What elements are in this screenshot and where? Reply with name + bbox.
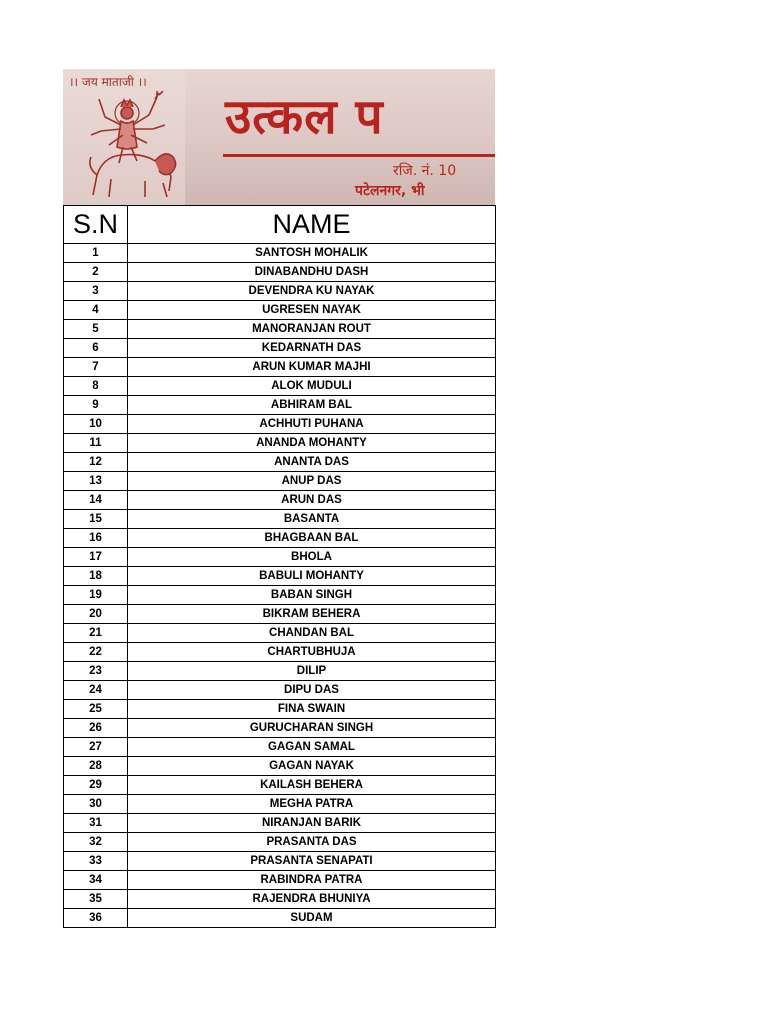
table-row [64, 700, 496, 719]
table-row [64, 434, 496, 453]
banner-left-panel [63, 69, 185, 205]
table-row [64, 681, 496, 700]
member-name-cell: NIRANJAN BARIK [128, 814, 496, 833]
member-name-cell: UGRESEN NAYAK [128, 301, 496, 320]
table-row [64, 605, 496, 624]
table-row [64, 738, 496, 757]
member-name-cell: CHANDAN BAL [128, 624, 496, 643]
table-row [64, 301, 496, 320]
member-name-cell: ANANDA MOHANTY [128, 434, 496, 453]
member-name-cell: BIKRAM BEHERA [128, 605, 496, 624]
serial-number-cell: 6 [64, 339, 128, 358]
table-row [64, 377, 496, 396]
serial-number-cell: 24 [64, 681, 128, 700]
serial-number-cell: 30 [64, 795, 128, 814]
table-row [64, 548, 496, 567]
member-name-cell: KEDARNATH DAS [128, 339, 496, 358]
serial-number-cell: 29 [64, 776, 128, 795]
member-name-cell: ABHIRAM BAL [128, 396, 496, 415]
serial-number-cell: 7 [64, 358, 128, 377]
member-name-cell: BASANTA [128, 510, 496, 529]
member-name-cell: ANANTA DAS [128, 453, 496, 472]
table-row [64, 586, 496, 605]
serial-number-cell: 3 [64, 282, 128, 301]
serial-number-cell: 1 [64, 244, 128, 263]
table-row [64, 852, 496, 871]
member-name-cell: ANUP DAS [128, 472, 496, 491]
member-name-cell: GURUCHARAN SINGH [128, 719, 496, 738]
table-row [64, 814, 496, 833]
member-name-cell: DINABANDHU DASH [128, 263, 496, 282]
serial-number-cell: 16 [64, 529, 128, 548]
member-name-cell: RAJENDRA BHUNIYA [128, 890, 496, 909]
member-name-cell: PRASANTA SENAPATI [128, 852, 496, 871]
serial-number-cell: 36 [64, 909, 128, 928]
member-name-cell: BABULI MOHANTY [128, 567, 496, 586]
banner-address-text: पटेलनगर, भी [355, 183, 425, 199]
table-row [64, 662, 496, 681]
table-row [64, 320, 496, 339]
table-row [64, 472, 496, 491]
serial-number-cell: 14 [64, 491, 128, 510]
serial-number-cell: 15 [64, 510, 128, 529]
member-name-cell: BHAGBAAN BAL [128, 529, 496, 548]
serial-number-cell: 31 [64, 814, 128, 833]
table-row [64, 757, 496, 776]
table-row [64, 263, 496, 282]
column-header-sn: S.N [64, 206, 128, 244]
table-row [64, 415, 496, 434]
serial-number-cell: 23 [64, 662, 128, 681]
banner-title-text: उत्कल प [225, 89, 384, 145]
table-row [64, 282, 496, 301]
member-name-cell: ARUN KUMAR MAJHI [128, 358, 496, 377]
member-name-cell: MANORANJAN ROUT [128, 320, 496, 339]
table-row [64, 719, 496, 738]
member-name-cell: ARUN DAS [128, 491, 496, 510]
serial-number-cell: 33 [64, 852, 128, 871]
table-row [64, 795, 496, 814]
serial-number-cell: 28 [64, 757, 128, 776]
member-name-cell: GAGAN NAYAK [128, 757, 496, 776]
serial-number-cell: 13 [64, 472, 128, 491]
member-name-cell: KAILASH BEHERA [128, 776, 496, 795]
serial-number-cell: 19 [64, 586, 128, 605]
member-name-cell: ALOK MUDULI [128, 377, 496, 396]
member-name-cell: DEVENDRA KU NAYAK [128, 282, 496, 301]
serial-number-cell: 25 [64, 700, 128, 719]
serial-number-cell: 9 [64, 396, 128, 415]
member-name-cell: ACHHUTI PUHANA [128, 415, 496, 434]
table-row [64, 339, 496, 358]
serial-number-cell: 32 [64, 833, 128, 852]
member-name-cell: CHARTUBHUJA [128, 643, 496, 662]
table-row [64, 833, 496, 852]
table-row [64, 567, 496, 586]
table-row [64, 890, 496, 909]
table-row [64, 776, 496, 795]
serial-number-cell: 11 [64, 434, 128, 453]
table-row [64, 871, 496, 890]
table-row [64, 244, 496, 263]
banner-blessing-text: ।। जय माताजी ।। [69, 75, 147, 89]
serial-number-cell: 20 [64, 605, 128, 624]
table-row [64, 453, 496, 472]
serial-number-cell: 34 [64, 871, 128, 890]
table-row [64, 529, 496, 548]
table-row [64, 510, 496, 529]
table-row [64, 358, 496, 377]
document-sheet [63, 69, 495, 928]
member-name-cell: RABINDRA PATRA [128, 871, 496, 890]
table-body [64, 244, 496, 928]
member-name-cell: DIPU DAS [128, 681, 496, 700]
banner-registration-text: रजि. नं. 10 [393, 163, 457, 179]
member-name-cell: MEGHA PATRA [128, 795, 496, 814]
serial-number-cell: 10 [64, 415, 128, 434]
member-name-cell: GAGAN SAMAL [128, 738, 496, 757]
member-name-cell: BHOLA [128, 548, 496, 567]
column-header-name: NAME [128, 206, 496, 244]
serial-number-cell: 8 [64, 377, 128, 396]
member-name-cell: BABAN SINGH [128, 586, 496, 605]
serial-number-cell: 35 [64, 890, 128, 909]
table-row [64, 396, 496, 415]
serial-number-cell: 26 [64, 719, 128, 738]
serial-number-cell: 2 [64, 263, 128, 282]
goddess-on-lion-icon [83, 91, 181, 203]
header-banner-image [63, 69, 495, 205]
member-name-cell: DILIP [128, 662, 496, 681]
serial-number-cell: 27 [64, 738, 128, 757]
member-name-cell: PRASANTA DAS [128, 833, 496, 852]
serial-number-cell: 21 [64, 624, 128, 643]
member-name-cell: FINA SWAIN [128, 700, 496, 719]
table-header-row [64, 206, 496, 244]
table-row [64, 624, 496, 643]
member-name-cell: SANTOSH MOHALIK [128, 244, 496, 263]
serial-number-cell: 18 [64, 567, 128, 586]
table-row [64, 491, 496, 510]
table-row [64, 643, 496, 662]
serial-number-cell: 17 [64, 548, 128, 567]
member-roster-table [63, 205, 496, 928]
member-name-cell: SUDAM [128, 909, 496, 928]
serial-number-cell: 5 [64, 320, 128, 339]
serial-number-cell: 12 [64, 453, 128, 472]
serial-number-cell: 22 [64, 643, 128, 662]
table-row [64, 909, 496, 928]
banner-divider [223, 154, 495, 157]
serial-number-cell: 4 [64, 301, 128, 320]
